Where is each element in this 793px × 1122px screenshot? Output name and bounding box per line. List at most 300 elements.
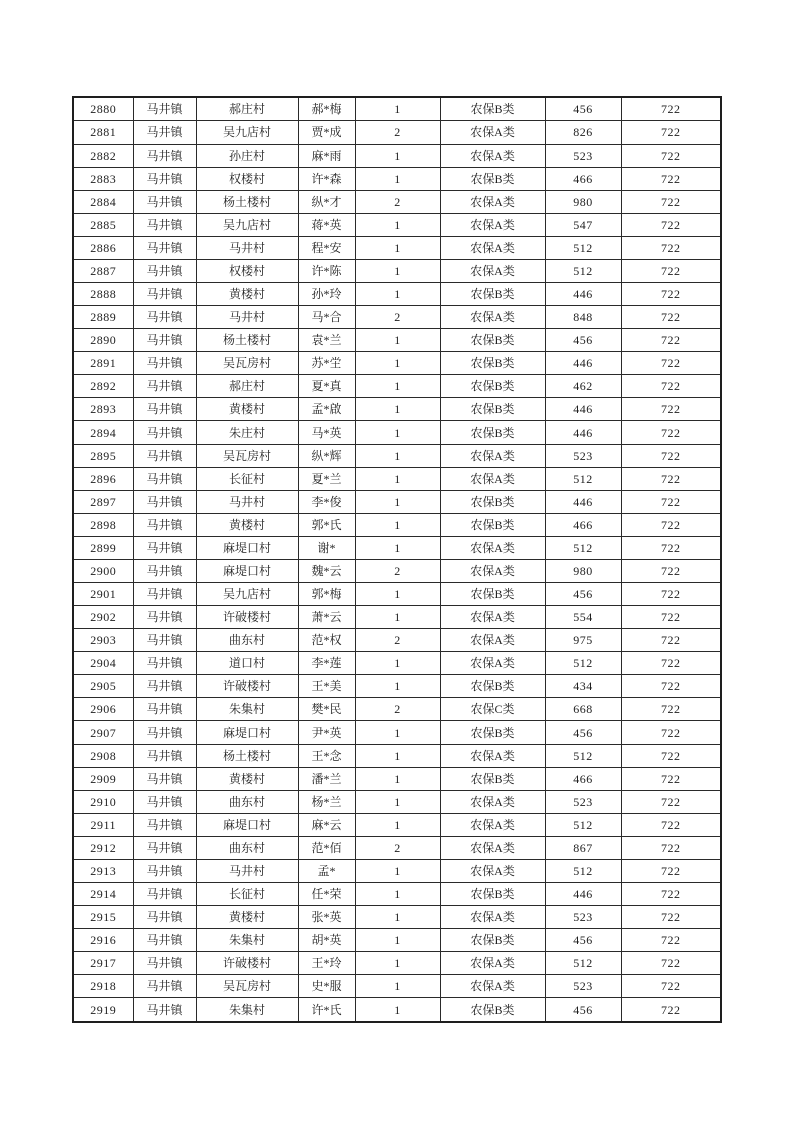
cell-masked-name: 潘*兰 [298,767,355,790]
cell-standard-amount: 722 [621,744,721,767]
cell-town: 马井镇 [133,236,196,259]
cell-serial-number: 2895 [73,444,133,467]
cell-town: 马井镇 [133,883,196,906]
cell-amount: 547 [545,213,621,236]
cell-amount: 512 [545,236,621,259]
cell-masked-name: 程*安 [298,236,355,259]
table-row [73,813,721,836]
cell-amount: 466 [545,767,621,790]
cell-town: 马井镇 [133,559,196,582]
cell-town: 马井镇 [133,375,196,398]
cell-town: 马井镇 [133,513,196,536]
cell-amount: 456 [545,97,621,121]
cell-masked-name: 张*英 [298,906,355,929]
cell-serial-number: 2917 [73,952,133,975]
cell-count: 1 [355,398,440,421]
cell-insurance-category: 农保B类 [440,767,545,790]
cell-amount: 826 [545,121,621,144]
cell-serial-number: 2885 [73,213,133,236]
cell-masked-name: 任*荣 [298,883,355,906]
cell-amount: 456 [545,721,621,744]
table-row [73,767,721,790]
cell-insurance-category: 农保B类 [440,352,545,375]
cell-amount: 446 [545,352,621,375]
cell-count: 1 [355,790,440,813]
cell-serial-number: 2915 [73,906,133,929]
cell-serial-number: 2901 [73,583,133,606]
cell-masked-name: 王*玲 [298,952,355,975]
cell-serial-number: 2912 [73,836,133,859]
cell-standard-amount: 722 [621,767,721,790]
cell-town: 马井镇 [133,836,196,859]
table-row [73,975,721,998]
cell-village: 黄楼村 [196,906,298,929]
table-row [73,375,721,398]
cell-amount: 446 [545,398,621,421]
cell-town: 马井镇 [133,721,196,744]
cell-town: 马井镇 [133,813,196,836]
cell-masked-name: 尹*英 [298,721,355,744]
cell-count: 1 [355,167,440,190]
cell-count: 1 [355,375,440,398]
cell-standard-amount: 722 [621,883,721,906]
cell-amount: 523 [545,144,621,167]
cell-count: 1 [355,744,440,767]
cell-town: 马井镇 [133,998,196,1022]
cell-amount: 456 [545,929,621,952]
cell-masked-name: 许*氏 [298,998,355,1022]
cell-count: 1 [355,213,440,236]
cell-insurance-category: 农保A类 [440,744,545,767]
cell-insurance-category: 农保A类 [440,906,545,929]
cell-insurance-category: 农保A类 [440,444,545,467]
cell-count: 1 [355,444,440,467]
cell-village: 吴瓦房村 [196,352,298,375]
cell-standard-amount: 722 [621,190,721,213]
cell-insurance-category: 农保B类 [440,167,545,190]
cell-masked-name: 纵*才 [298,190,355,213]
cell-village: 杨土楼村 [196,190,298,213]
cell-standard-amount: 722 [621,836,721,859]
cell-masked-name: 苏*坣 [298,352,355,375]
cell-amount: 980 [545,190,621,213]
cell-serial-number: 2884 [73,190,133,213]
cell-count: 2 [355,190,440,213]
cell-count: 1 [355,906,440,929]
cell-serial-number: 2883 [73,167,133,190]
cell-count: 2 [355,629,440,652]
records-table [72,96,722,1023]
cell-town: 马井镇 [133,859,196,882]
table-row [73,744,721,767]
cell-village: 道口村 [196,652,298,675]
cell-insurance-category: 农保C类 [440,698,545,721]
cell-standard-amount: 722 [621,213,721,236]
cell-insurance-category: 农保A类 [440,559,545,582]
cell-serial-number: 2890 [73,329,133,352]
cell-serial-number: 2909 [73,767,133,790]
table-row [73,121,721,144]
cell-village: 吴瓦房村 [196,975,298,998]
cell-insurance-category: 农保B类 [440,398,545,421]
cell-count: 1 [355,952,440,975]
cell-insurance-category: 农保A类 [440,236,545,259]
cell-town: 马井镇 [133,698,196,721]
cell-masked-name: 谢* [298,536,355,559]
cell-amount: 466 [545,167,621,190]
table-row [73,306,721,329]
cell-town: 马井镇 [133,467,196,490]
cell-town: 马井镇 [133,744,196,767]
cell-standard-amount: 722 [621,144,721,167]
table-row [73,167,721,190]
cell-masked-name: 马*英 [298,421,355,444]
cell-serial-number: 2889 [73,306,133,329]
cell-insurance-category: 农保A类 [440,813,545,836]
table-row [73,513,721,536]
cell-count: 1 [355,236,440,259]
cell-serial-number: 2898 [73,513,133,536]
cell-town: 马井镇 [133,144,196,167]
cell-amount: 446 [545,421,621,444]
cell-amount: 466 [545,513,621,536]
cell-town: 马井镇 [133,398,196,421]
cell-standard-amount: 722 [621,536,721,559]
cell-masked-name: 樊*民 [298,698,355,721]
table-row [73,97,721,121]
cell-serial-number: 2899 [73,536,133,559]
cell-standard-amount: 722 [621,629,721,652]
cell-serial-number: 2887 [73,259,133,282]
cell-village: 权楼村 [196,259,298,282]
cell-town: 马井镇 [133,952,196,975]
cell-count: 1 [355,998,440,1022]
cell-insurance-category: 农保A类 [440,536,545,559]
cell-count: 1 [355,536,440,559]
cell-insurance-category: 农保B类 [440,97,545,121]
cell-insurance-category: 农保A类 [440,213,545,236]
cell-serial-number: 2919 [73,998,133,1022]
cell-village: 许破楼村 [196,675,298,698]
cell-count: 1 [355,929,440,952]
cell-masked-name: 史*服 [298,975,355,998]
cell-amount: 446 [545,490,621,513]
cell-standard-amount: 722 [621,929,721,952]
table-row [73,236,721,259]
cell-village: 长征村 [196,883,298,906]
table-row [73,721,721,744]
cell-town: 马井镇 [133,421,196,444]
cell-standard-amount: 722 [621,559,721,582]
cell-serial-number: 2888 [73,283,133,306]
cell-village: 黄楼村 [196,398,298,421]
cell-town: 马井镇 [133,629,196,652]
cell-masked-name: 夏*真 [298,375,355,398]
cell-town: 马井镇 [133,121,196,144]
cell-insurance-category: 农保B类 [440,721,545,744]
cell-count: 1 [355,467,440,490]
cell-serial-number: 2918 [73,975,133,998]
cell-insurance-category: 农保A类 [440,629,545,652]
cell-serial-number: 2881 [73,121,133,144]
cell-serial-number: 2913 [73,859,133,882]
cell-standard-amount: 722 [621,975,721,998]
cell-town: 马井镇 [133,259,196,282]
cell-standard-amount: 722 [621,859,721,882]
cell-standard-amount: 722 [621,444,721,467]
cell-count: 1 [355,490,440,513]
cell-village: 孙庄村 [196,144,298,167]
cell-insurance-category: 农保B类 [440,421,545,444]
cell-standard-amount: 722 [621,375,721,398]
cell-standard-amount: 722 [621,652,721,675]
cell-town: 马井镇 [133,306,196,329]
cell-count: 1 [355,813,440,836]
cell-standard-amount: 722 [621,283,721,306]
table-row [73,421,721,444]
cell-standard-amount: 722 [621,906,721,929]
table-row [73,144,721,167]
cell-count: 1 [355,421,440,444]
cell-serial-number: 2906 [73,698,133,721]
cell-count: 2 [355,306,440,329]
cell-amount: 554 [545,606,621,629]
cell-town: 马井镇 [133,536,196,559]
cell-amount: 456 [545,329,621,352]
table-row [73,559,721,582]
cell-insurance-category: 农保A类 [440,144,545,167]
cell-masked-name: 范*佰 [298,836,355,859]
cell-masked-name: 魏*云 [298,559,355,582]
cell-masked-name: 贾*成 [298,121,355,144]
cell-amount: 668 [545,698,621,721]
cell-count: 1 [355,859,440,882]
cell-village: 朱庄村 [196,421,298,444]
cell-insurance-category: 农保B类 [440,490,545,513]
cell-amount: 512 [545,744,621,767]
cell-insurance-category: 农保A类 [440,975,545,998]
cell-amount: 446 [545,883,621,906]
cell-village: 吴九店村 [196,213,298,236]
table-row [73,859,721,882]
cell-insurance-category: 农保A类 [440,190,545,213]
cell-village: 麻堤口村 [196,721,298,744]
cell-count: 1 [355,652,440,675]
cell-standard-amount: 722 [621,467,721,490]
cell-village: 许破楼村 [196,952,298,975]
cell-town: 马井镇 [133,352,196,375]
table-row [73,952,721,975]
cell-masked-name: 王*美 [298,675,355,698]
cell-standard-amount: 722 [621,813,721,836]
cell-masked-name: 郭*氏 [298,513,355,536]
cell-amount: 980 [545,559,621,582]
cell-standard-amount: 722 [621,306,721,329]
table-row [73,190,721,213]
cell-standard-amount: 722 [621,121,721,144]
cell-masked-name: 萧*云 [298,606,355,629]
cell-amount: 456 [545,998,621,1022]
cell-serial-number: 2904 [73,652,133,675]
cell-amount: 512 [545,536,621,559]
cell-serial-number: 2911 [73,813,133,836]
cell-village: 朱集村 [196,698,298,721]
cell-standard-amount: 722 [621,398,721,421]
cell-village: 马井村 [196,859,298,882]
cell-standard-amount: 722 [621,606,721,629]
cell-masked-name: 孟* [298,859,355,882]
cell-amount: 512 [545,652,621,675]
cell-serial-number: 2908 [73,744,133,767]
cell-amount: 848 [545,306,621,329]
cell-town: 马井镇 [133,767,196,790]
cell-amount: 523 [545,790,621,813]
table-row [73,352,721,375]
cell-amount: 975 [545,629,621,652]
cell-village: 朱集村 [196,929,298,952]
table-row [73,675,721,698]
cell-insurance-category: 农保B类 [440,283,545,306]
cell-count: 1 [355,97,440,121]
cell-standard-amount: 722 [621,490,721,513]
cell-serial-number: 2891 [73,352,133,375]
cell-town: 马井镇 [133,167,196,190]
cell-village: 马井村 [196,490,298,513]
cell-count: 1 [355,721,440,744]
table-row [73,836,721,859]
cell-amount: 512 [545,952,621,975]
table-row [73,329,721,352]
cell-village: 黄楼村 [196,767,298,790]
cell-town: 马井镇 [133,652,196,675]
cell-village: 长征村 [196,467,298,490]
cell-amount: 512 [545,467,621,490]
table-row [73,883,721,906]
cell-village: 黄楼村 [196,513,298,536]
cell-serial-number: 2886 [73,236,133,259]
cell-town: 马井镇 [133,213,196,236]
cell-count: 2 [355,836,440,859]
cell-town: 马井镇 [133,790,196,813]
cell-town: 马井镇 [133,444,196,467]
table-row [73,536,721,559]
cell-village: 郝庄村 [196,97,298,121]
cell-town: 马井镇 [133,190,196,213]
table-row [73,398,721,421]
cell-insurance-category: 农保A类 [440,306,545,329]
cell-count: 1 [355,259,440,282]
cell-town: 马井镇 [133,329,196,352]
cell-count: 1 [355,583,440,606]
cell-serial-number: 2894 [73,421,133,444]
cell-masked-name: 郭*梅 [298,583,355,606]
cell-standard-amount: 722 [621,259,721,282]
cell-insurance-category: 农保A类 [440,121,545,144]
cell-town: 马井镇 [133,929,196,952]
cell-masked-name: 马*合 [298,306,355,329]
cell-masked-name: 纵*辉 [298,444,355,467]
cell-serial-number: 2900 [73,559,133,582]
cell-insurance-category: 农保B类 [440,675,545,698]
cell-village: 郝庄村 [196,375,298,398]
cell-serial-number: 2916 [73,929,133,952]
cell-amount: 446 [545,283,621,306]
cell-insurance-category: 农保A类 [440,859,545,882]
cell-count: 1 [355,329,440,352]
cell-count: 2 [355,121,440,144]
cell-insurance-category: 农保A类 [440,790,545,813]
cell-town: 马井镇 [133,906,196,929]
cell-village: 吴九店村 [196,583,298,606]
cell-town: 马井镇 [133,97,196,121]
cell-standard-amount: 722 [621,790,721,813]
cell-masked-name: 孙*玲 [298,283,355,306]
cell-masked-name: 袁*兰 [298,329,355,352]
cell-amount: 456 [545,583,621,606]
cell-serial-number: 2902 [73,606,133,629]
cell-serial-number: 2914 [73,883,133,906]
cell-insurance-category: 农保B类 [440,883,545,906]
table-row [73,929,721,952]
cell-masked-name: 许*森 [298,167,355,190]
cell-village: 马井村 [196,236,298,259]
cell-town: 马井镇 [133,975,196,998]
cell-masked-name: 李*莲 [298,652,355,675]
cell-masked-name: 蒋*英 [298,213,355,236]
cell-masked-name: 麻*雨 [298,144,355,167]
cell-standard-amount: 722 [621,97,721,121]
cell-standard-amount: 722 [621,513,721,536]
cell-town: 马井镇 [133,675,196,698]
cell-serial-number: 2905 [73,675,133,698]
cell-insurance-category: 农保A类 [440,259,545,282]
cell-masked-name: 李*俊 [298,490,355,513]
cell-masked-name: 孟*啟 [298,398,355,421]
cell-count: 1 [355,675,440,698]
cell-masked-name: 范*权 [298,629,355,652]
cell-serial-number: 2896 [73,467,133,490]
cell-insurance-category: 农保B类 [440,513,545,536]
cell-village: 曲东村 [196,836,298,859]
cell-serial-number: 2897 [73,490,133,513]
cell-insurance-category: 农保B类 [440,329,545,352]
cell-town: 马井镇 [133,283,196,306]
cell-amount: 462 [545,375,621,398]
cell-count: 1 [355,975,440,998]
cell-standard-amount: 722 [621,952,721,975]
cell-town: 马井镇 [133,490,196,513]
cell-standard-amount: 722 [621,583,721,606]
table-row [73,629,721,652]
cell-masked-name: 杨*兰 [298,790,355,813]
cell-amount: 434 [545,675,621,698]
cell-masked-name: 麻*云 [298,813,355,836]
cell-village: 黄楼村 [196,283,298,306]
cell-insurance-category: 农保B类 [440,375,545,398]
cell-amount: 523 [545,906,621,929]
table-row [73,213,721,236]
cell-insurance-category: 农保A类 [440,836,545,859]
cell-count: 1 [355,283,440,306]
cell-serial-number: 2907 [73,721,133,744]
cell-village: 曲东村 [196,629,298,652]
table-row [73,698,721,721]
cell-town: 马井镇 [133,583,196,606]
cell-village: 吴瓦房村 [196,444,298,467]
cell-serial-number: 2903 [73,629,133,652]
table-row [73,259,721,282]
cell-insurance-category: 农保A类 [440,952,545,975]
